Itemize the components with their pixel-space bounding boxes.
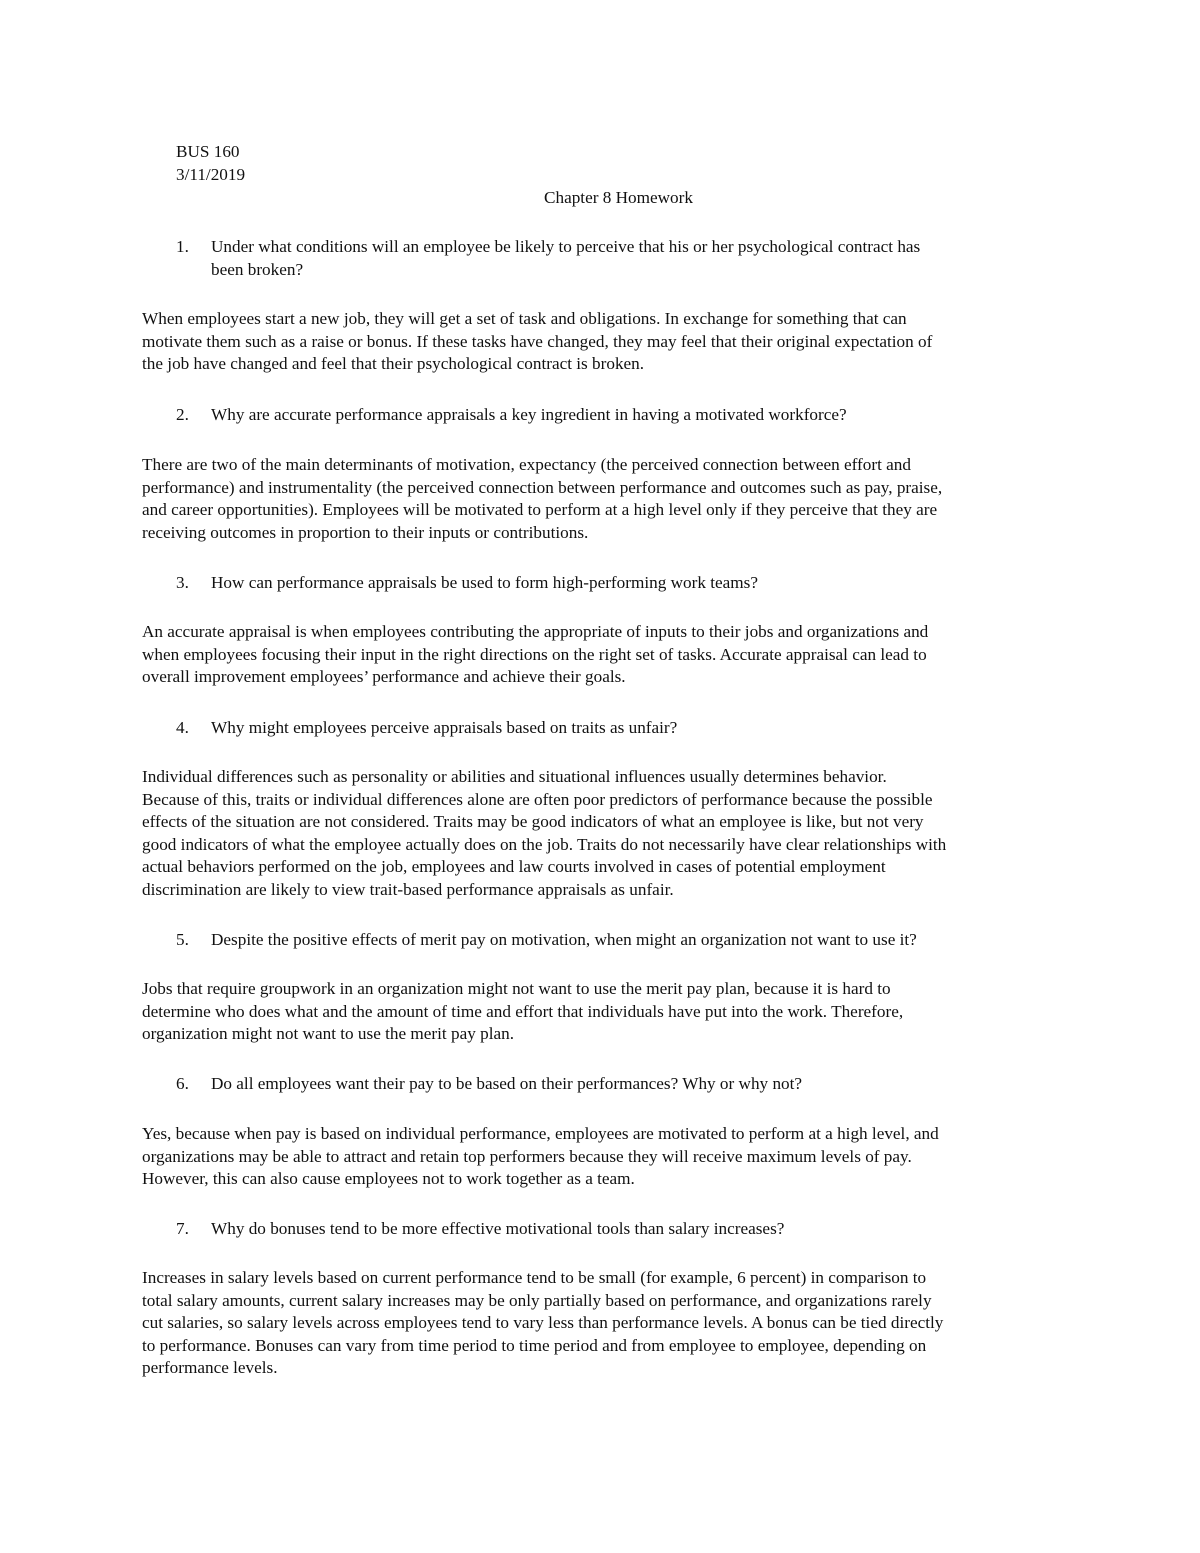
answer-text-line: However, this can also cause employees not to work together as a team.	[142, 1169, 635, 1188]
answer-5	[142, 978, 1062, 1046]
qa-block-1	[0, 236, 1200, 281]
question-4	[0, 717, 1061, 740]
question-text-line: Why might employees perceive appraisals based on traits as unfair?	[211, 718, 678, 737]
answer-block-7	[0, 1267, 1200, 1380]
question-7	[0, 1218, 1061, 1241]
question-number: 1.	[176, 237, 189, 256]
question-number: 6.	[176, 1074, 189, 1093]
answer-text-line: total salary amounts, current salary increases may be only partially based on performance, and organizations rarely	[142, 1290, 932, 1310]
answer-text-line: and career opportunities). Employees will be motivated to perform at a high level only if they perceive that they are	[142, 500, 938, 519]
answer-block-2	[0, 454, 1200, 544]
qa-block-3	[0, 572, 1200, 595]
answer-4	[142, 766, 1062, 901]
answer-text-line: receiving outcomes in proportion to their inputs or contributions.	[142, 522, 589, 542]
question-number: 4.	[176, 718, 189, 737]
answer-text-line: to performance. Bonuses can vary from time period to time period and from employee to employee, depending on	[142, 1335, 927, 1355]
question-text-line: Why do bonuses tend to be more effective motivational tools than salary increases?	[211, 1219, 785, 1238]
qa-block-2	[0, 404, 1200, 427]
qa-block-7	[0, 1218, 1200, 1241]
answer-text-line: organizations may be able to attract and retain top performers because they will receive maximum levels of pay.	[142, 1146, 912, 1166]
answer-text-line: good indicators of what the employee actually does on the job. Traits do not necessarily have clear relationships with	[142, 834, 947, 854]
question-text-line: been broken?	[211, 259, 304, 279]
answer-3	[142, 621, 1062, 689]
question-number: 5.	[176, 930, 189, 949]
answer-text-line: cut salaries, so salary levels across employees tend to vary less than performance levels. A bonus can be tied directly	[142, 1313, 944, 1332]
question-number: 3.	[176, 573, 189, 592]
answer-text-line: overall improvement employees’ performance and achieve their goals.	[142, 667, 626, 686]
answer-text-line: the job have changed and feel that their psychological contract is broken.	[142, 354, 645, 373]
answer-text-line: When employees start a new job, they will get a set of task and obligations. In exchange for something that can	[142, 309, 907, 328]
question-text-line: Do all employees want their pay to be based on their performances? Why or why not?	[211, 1074, 803, 1093]
answer-text-line: performance) and instrumentality (the perceived connection between performance and outcomes such as pay, praise,	[142, 477, 943, 497]
answer-text-line: There are two of the main determinants of motivation, expectancy (the perceived connection between effort and	[142, 455, 911, 474]
answer-block-6	[0, 1123, 1200, 1191]
question-2	[0, 404, 1061, 427]
answer-6	[142, 1123, 1062, 1191]
answer-text-line: motivate them such as a raise or bonus. If these tasks have changed, they may feel that their original expectation of	[142, 331, 933, 351]
document-date: 3/11/2019	[176, 165, 246, 184]
answer-text-line: determine who does what and the amount of time and effort that individuals have put into the work. Therefore,	[142, 1001, 904, 1021]
answer-text-line: discrimination are likely to view trait-based performance appraisals as unfair.	[142, 879, 674, 899]
answer-text-line: effects of the situation are not considered. Traits may be good indicators of what an employee is like, but not very	[142, 812, 924, 831]
answer-1	[142, 308, 1062, 376]
answer-text-line: Increases in salary levels based on current performance tend to be small (for example, 6 percent) in comparison to	[142, 1268, 927, 1287]
answer-text-line: organization might not want to use the merit pay plan.	[142, 1024, 514, 1043]
question-6	[0, 1073, 1061, 1096]
question-1	[0, 236, 1061, 281]
answer-text-line: actual behaviors performed on the job, employees and law courts involved in cases of potential employment	[142, 857, 886, 876]
question-text-line: How can performance appraisals be used to form high-performing work teams?	[211, 573, 758, 592]
answer-block-1	[0, 308, 1200, 376]
answer-text-line: Individual differences such as personality or abilities and situational influences usually determines behavior.	[142, 767, 887, 786]
answer-text-line: Yes, because when pay is based on individual performance, employees are motivated to perform at a high level, and	[142, 1124, 939, 1143]
answer-block-4	[0, 766, 1200, 901]
qa-block-6	[0, 1073, 1200, 1096]
question-number: 7.	[176, 1219, 189, 1238]
answer-text-line: performance levels.	[142, 1358, 278, 1377]
qa-block-4	[0, 717, 1200, 740]
question-text-line: Despite the positive effects of merit pay on motivation, when might an organization not want to use it?	[211, 930, 917, 949]
answer-text-line: Jobs that require groupwork in an organization might not want to use the merit pay plan, because it is hard to	[142, 979, 891, 998]
question-5	[0, 929, 1061, 952]
answer-2	[142, 454, 1062, 544]
question-number: 2.	[176, 405, 189, 424]
question-3	[0, 572, 1061, 595]
answer-block-5	[0, 978, 1200, 1046]
question-text-line: Why are accurate performance appraisals a key ingredient in having a motivated workforce?	[211, 405, 847, 424]
answer-block-3	[0, 621, 1200, 689]
answer-text-line: when employees focusing their input in the right directions on the right set of tasks. Accurate appraisal can lead to	[142, 644, 927, 664]
course-code: BUS 160	[176, 142, 240, 161]
answer-text-line: An accurate appraisal is when employees contributing the appropriate of inputs to their jobs and organizations and	[142, 622, 929, 641]
document-title: Chapter 8 Homework	[544, 188, 693, 207]
answer-7	[142, 1267, 1062, 1380]
answer-text-line: Because of this, traits or individual differences alone are often poor predictors of performance because the possible	[142, 789, 933, 809]
qa-block-5	[0, 929, 1200, 952]
question-text-line: Under what conditions will an employee be likely to perceive that his or her psychological contract has	[211, 237, 921, 256]
